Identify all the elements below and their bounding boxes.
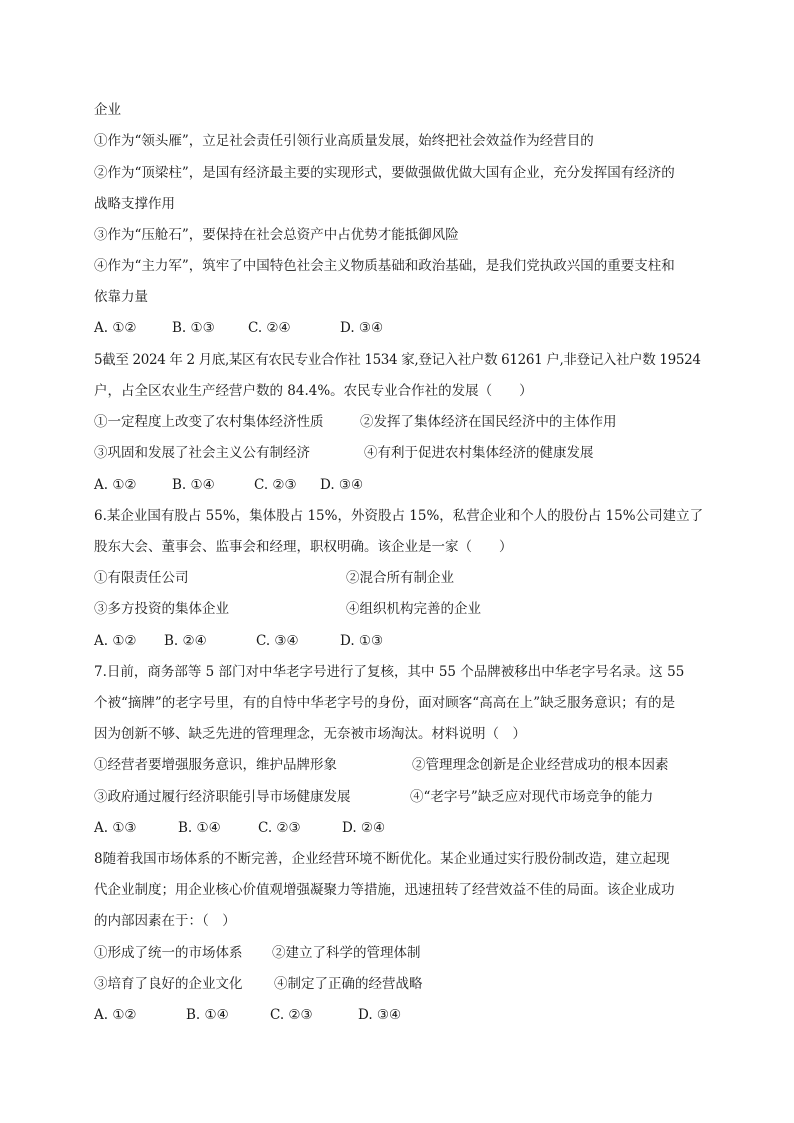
answer-b: B. ①④ xyxy=(178,820,221,836)
q6-option-1: ①有限责任公司 xyxy=(94,570,189,586)
q7-option-1: ①经营者要增强服务意识，维护品牌形象 xyxy=(94,757,337,773)
q8-option-2: ②建立了科学的管理体制 xyxy=(272,945,421,961)
q4-option-4-line2: 依靠力量 xyxy=(94,289,148,305)
answer-c: C. ②④ xyxy=(248,320,291,336)
q4-option-2-line1: ②作为“顶梁柱”，是国有经济最主要的实现形式，要做强做优做大国有企业，充分发挥国有经济的 xyxy=(94,165,675,181)
q7-option-3: ③政府通过履行经济职能引导市场健康发展 xyxy=(94,789,351,805)
q4-option-1: ①作为“领头雁”，立足社会责任引领行业高质量发展，始终把社会效益作为经营目的 xyxy=(94,133,594,149)
q8-answers xyxy=(94,1006,401,1024)
answer-b: B. ①④ xyxy=(186,1007,229,1023)
answer-d: D. ③④ xyxy=(358,1007,402,1023)
answer-c: C. ②③ xyxy=(270,1007,313,1023)
q6-option-2: ②混合所有制企业 xyxy=(346,570,454,586)
q5-option-2: ②发挥了集体经济在国民经济中的主体作用 xyxy=(360,414,617,430)
q5-stem-line2: 户，占全区农业生产经营户数的 84.4%。农民专业合作社的发展（ ） xyxy=(94,383,533,399)
q7-option-4: ④“老字号”缺乏应对现代市场竞争的能力 xyxy=(410,789,654,805)
q5-stem-line1: 5截至 2024 年 2 月底,某区有农民专业合作社 1534 家,登记入社户数 61261 户,非登记入社户数 19524 xyxy=(94,352,701,368)
q6-stem-line2: 股东大会、董事会、监事会和经理，职权明确。该企业是一家（ ） xyxy=(94,539,513,555)
q7-stem-line1: 7.日前，商务部等 5 部门对中华老字号进行了复核，其中 55 个品牌被移出中华老字号名录。这 55 xyxy=(94,664,685,680)
answer-c: C. ②③ xyxy=(254,477,297,493)
q8-stem-line1: 8随着我国市场体系的不断完善，企业经营环境不断优化。某企业通过实行股份制改造，建立起现 xyxy=(94,851,670,867)
q8-option-4: ④制定了正确的经营战略 xyxy=(274,976,423,992)
q7-answers xyxy=(94,819,385,837)
answer-b: B. ①③ xyxy=(172,320,215,336)
q4-option-3: ③作为“压舱石”，要保持在社会总资产中占优势才能抵御风险 xyxy=(94,227,459,243)
q6-stem-line1: 6.某企业国有股占 55%，集体股占 15%，外资股占 15%，私营企业和个人的股份占 15%公司建立了 xyxy=(94,508,704,524)
answer-c: C. ②③ xyxy=(258,820,301,836)
answer-c: C. ③④ xyxy=(256,633,299,649)
q4-option-2-line2: 战略支撑作用 xyxy=(94,196,175,212)
answer-d: D. ①③ xyxy=(340,633,384,649)
answer-a: A. ①② xyxy=(94,633,137,649)
answer-d: D. ③④ xyxy=(340,320,384,336)
q6-option-4: ④组织机构完善的企业 xyxy=(346,601,481,617)
q7-stem-line3: 因为创新不够、缺乏先进的管理理念，无奈被市场淘汰。材料说明（ ） xyxy=(94,726,526,742)
answer-a: A. ①③ xyxy=(94,820,137,836)
answer-a: A. ①② xyxy=(94,320,137,336)
q5-option-4: ④有利于促进农村集体经济的健康发展 xyxy=(364,445,594,461)
q6-option-3: ③多方投资的集体企业 xyxy=(94,601,229,617)
q5-answers xyxy=(94,476,363,494)
q6-answers xyxy=(94,632,383,650)
q5-option-3: ③巩固和发展了社会主义公有制经济 xyxy=(94,445,310,461)
q5-option-1: ①一定程度上改变了农村集体经济性质 xyxy=(94,414,324,430)
answer-d: D. ②④ xyxy=(342,820,386,836)
q8-stem-line3: 的内部因素在于：（ ） xyxy=(94,913,236,929)
q8-option-1: ①形成了统一的市场体系 xyxy=(94,945,243,961)
answer-a: A. ①② xyxy=(94,1007,137,1023)
q8-stem-line2: 代企业制度；用企业核心价值观增强凝聚力等措施，迅速扭转了经营效益不佳的局面。该企业成功 xyxy=(94,882,675,898)
q4-stem-end: 企业 xyxy=(94,102,121,118)
answer-d: D. ③④ xyxy=(320,477,364,493)
answer-b: B. ②④ xyxy=(164,633,207,649)
answer-a: A. ①② xyxy=(94,477,137,493)
answer-b: B. ①④ xyxy=(172,477,215,493)
q8-option-3: ③培育了良好的企业文化 xyxy=(94,976,243,992)
q7-stem-line2: 个被“摘牌”的老字号里，有的自恃中华老字号的身份，面对顾客“高高在上”缺乏服务意识；有的是 xyxy=(94,695,676,711)
q4-option-4-line1: ④作为“主力军”，筑牢了中国特色社会主义物质基础和政治基础，是我们党执政兴国的重要支柱和 xyxy=(94,258,675,274)
q7-option-2: ②管理理念创新是企业经营成功的根本因素 xyxy=(412,757,669,773)
q4-answers xyxy=(94,319,383,337)
